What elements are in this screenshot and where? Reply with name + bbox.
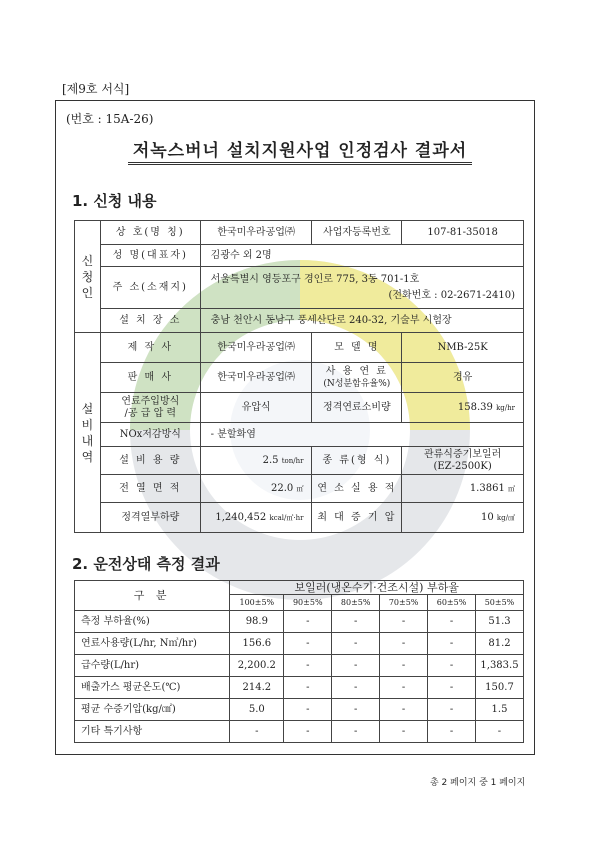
cell: 150.7 (475, 677, 523, 699)
maker-value: 한국미우라공업㈜ (200, 333, 312, 363)
cell: - (230, 721, 284, 743)
site-value: 충남 천안시 동남구 풍세산단로 240-32, 기술부 시험장 (200, 309, 523, 333)
capacity-label: 설 비 용 량 (100, 447, 200, 475)
type-label: 종 류(형 식) (312, 447, 402, 475)
cell: - (428, 611, 476, 633)
max-pressure-cell (402, 503, 524, 533)
cell: - (284, 633, 332, 655)
cell: - (284, 677, 332, 699)
col-header: 80±5% (332, 595, 380, 611)
cell: - (380, 721, 428, 743)
form-number: [제9호 서식] (62, 82, 130, 96)
company-label: 상 호(명 칭) (100, 221, 200, 245)
row-label: 평균 수증기압(kg/㎠) (75, 699, 230, 721)
nox-label: NOx저감방식 (100, 423, 200, 447)
capacity-unit: ton/hr (281, 456, 304, 465)
row-label: 급수량(L/hr) (75, 655, 230, 677)
type-value: 관류식증기보일러 (EZ-2500K) (402, 447, 524, 475)
cell: - (428, 633, 476, 655)
company-value: 한국미우라공업㈜ (200, 221, 312, 245)
cell: 214.2 (230, 677, 284, 699)
cell: - (380, 699, 428, 721)
address-cell (200, 267, 523, 309)
row-label: 기타 특기사항 (75, 721, 230, 743)
document-number: (번호 : 15A-26) (66, 112, 154, 126)
col-header: 90±5% (284, 595, 332, 611)
page-title: 저녹스버너 설치지원사업 인정검사 결과서 (132, 141, 468, 161)
cell: - (428, 721, 476, 743)
seller-value: 한국미우라공업㈜ (200, 363, 312, 393)
furnace-unit: ㎥ (508, 484, 515, 493)
maker-label: 제 작 사 (100, 333, 200, 363)
cell: - (332, 721, 380, 743)
rated-fuel-value: 158.39 (457, 401, 493, 413)
cell: 1,383.5 (475, 655, 523, 677)
heat-area-cell (200, 475, 312, 503)
phone-value: (전화번호 : 02-2671-2410) (388, 289, 515, 301)
cell: - (332, 677, 380, 699)
fuel-label: 사 용 연 료 (325, 365, 388, 377)
table-row (75, 677, 524, 699)
cell: - (380, 655, 428, 677)
rated-heat-value: 1,240,452 (215, 511, 267, 523)
cell: 156.6 (230, 633, 284, 655)
name-value: 김광수 외 2명 (200, 245, 523, 267)
furnace-label: 연 소 실 용 적 (312, 475, 402, 503)
cell: - (475, 721, 523, 743)
cell: - (380, 633, 428, 655)
rated-heat-cell (200, 503, 312, 533)
cell: - (284, 611, 332, 633)
cell: 81.2 (475, 633, 523, 655)
corner-header: 구 분 (75, 581, 230, 611)
capacity-value: 2.5 (262, 454, 279, 466)
application-table (74, 220, 524, 533)
cell: 98.9 (230, 611, 284, 633)
table-row (75, 721, 524, 743)
cell: - (332, 633, 380, 655)
seller-label: 판 매 사 (100, 363, 200, 393)
section-1-heading: 1. 신청 내용 (72, 192, 157, 210)
cell: - (332, 655, 380, 677)
cell: 51.3 (475, 611, 523, 633)
col-header: 70±5% (380, 595, 428, 611)
applicant-group-label: 신 청 인 (75, 221, 101, 333)
rated-heat-label: 정격열부하량 (100, 503, 200, 533)
row-label: 배출가스 평균온도(℃) (75, 677, 230, 699)
site-label: 설 치 장 소 (100, 309, 200, 333)
cell: - (332, 611, 380, 633)
table-row (75, 699, 524, 721)
group-header: 보일러(냉온수기·건조시설) 부하율 (230, 581, 524, 595)
fuel-cell (312, 363, 402, 393)
bizno-value: 107-81-35018 (402, 221, 524, 245)
rated-fuel-label: 정격연료소비량 (312, 393, 402, 423)
cell: - (428, 699, 476, 721)
fuel-sub-label: (N성분함유율%) (323, 378, 391, 389)
cell: - (428, 655, 476, 677)
max-pressure-label: 최 대 증 기 압 (312, 503, 402, 533)
row-label: 연료사용량(L/hr, N㎥/hr) (75, 633, 230, 655)
row-label: 측정 부하율(%) (75, 611, 230, 633)
cell: 1.5 (475, 699, 523, 721)
cell: 5.0 (230, 699, 284, 721)
rated-fuel-cell (402, 393, 524, 423)
max-pressure-unit: kg/㎠ (496, 513, 515, 522)
table-row (75, 611, 524, 633)
cell: - (284, 655, 332, 677)
measurement-table (74, 580, 524, 743)
capacity-cell (200, 447, 312, 475)
cell: - (332, 699, 380, 721)
model-value: NMB-25K (402, 333, 524, 363)
cell: 2,200.2 (230, 655, 284, 677)
table-row (75, 655, 524, 677)
col-header: 60±5% (428, 595, 476, 611)
supply-label: 연료주입방식 /공 급 압 력 (100, 393, 200, 423)
cell: - (428, 677, 476, 699)
model-label: 모 델 명 (312, 333, 402, 363)
cell: - (380, 611, 428, 633)
heat-area-unit: ㎡ (296, 484, 304, 493)
section-2-heading: 2. 운전상태 측정 결과 (72, 555, 220, 573)
equipment-group-label: 설 비 내 역 (75, 333, 101, 533)
table-row (75, 633, 524, 655)
furnace-cell (402, 475, 524, 503)
name-label: 성 명(대표자) (100, 245, 200, 267)
fuel-value: 경유 (402, 363, 524, 393)
cell: - (284, 721, 332, 743)
heat-area-value: 22.0 (271, 482, 294, 494)
page-footer: 총 2 페이지 중 1 페이지 (430, 778, 526, 788)
title-underline (128, 162, 472, 165)
rated-fuel-unit: kg/hr (496, 403, 515, 412)
furnace-value: 1.3861 (469, 482, 505, 494)
address-value: 서울특별시 영등포구 경인로 775, 3동 701-1호 (210, 273, 420, 285)
col-header: 50±5% (475, 595, 523, 611)
max-pressure-value: 10 (480, 511, 494, 523)
rated-heat-unit: kcal/㎥·hr (269, 513, 304, 522)
nox-value: - 분할화염 (200, 423, 523, 447)
cell: - (380, 677, 428, 699)
bizno-label: 사업자등록번호 (312, 221, 402, 245)
heat-area-label: 전 열 면 적 (100, 475, 200, 503)
col-header: 100±5% (230, 595, 284, 611)
supply-value: 유압식 (200, 393, 312, 423)
cell: - (284, 699, 332, 721)
address-label: 주 소(소재지) (100, 267, 200, 309)
